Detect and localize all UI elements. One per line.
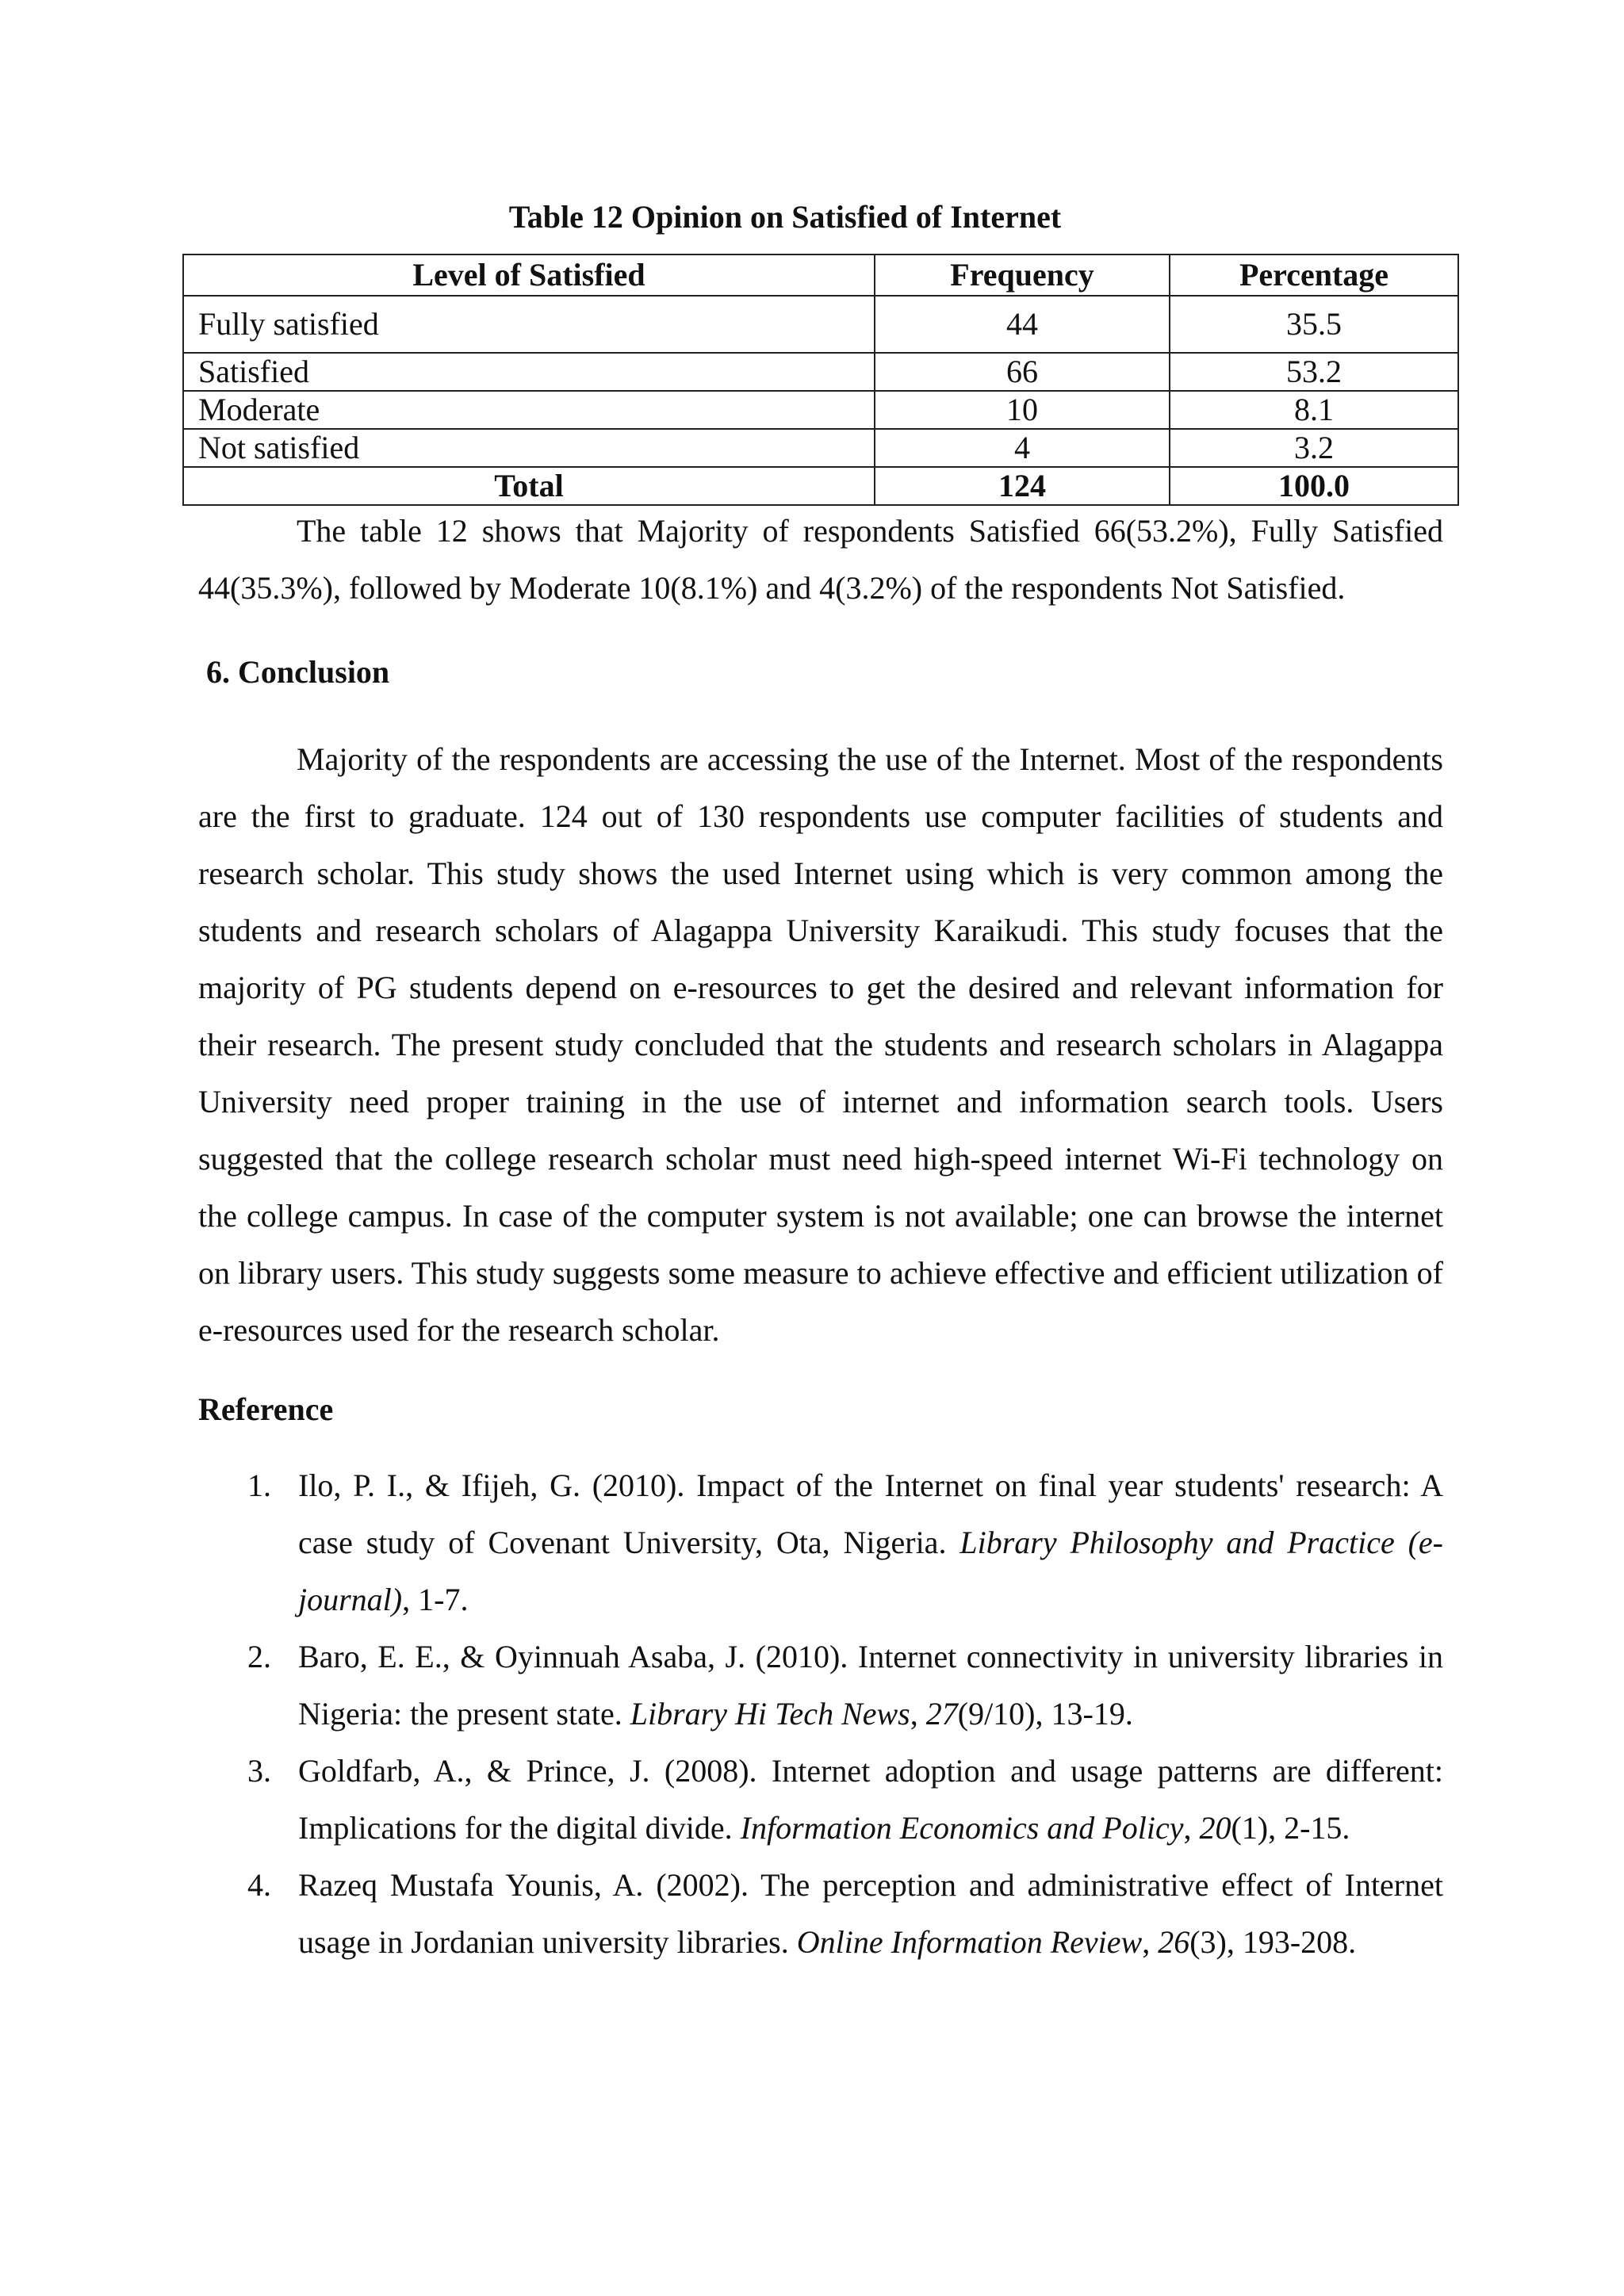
cell-frequency: 44 [875, 296, 1170, 353]
cell-percentage: 8.1 [1170, 391, 1458, 429]
conclusion-heading: 6. Conclusion [206, 654, 390, 690]
reference-volume: 27 [925, 1696, 958, 1732]
table-summary-paragraph: The table 12 shows that Majority of respondents Satisfied 66(53.2%), Fully Satisfied 44(35.3%), followed by Moderate 10(8.1%) and 4(3.2%) of the respondents Not Satisfied. [198, 513, 1443, 606]
table-total-row [183, 467, 1458, 505]
reference-number: 3. [247, 1753, 271, 1789]
header-percentage: Percentage [1170, 254, 1458, 296]
reference-number: 4. [247, 1867, 271, 1903]
table-row [183, 296, 1458, 353]
cell-percentage: 3.2 [1170, 429, 1458, 467]
reference-journal: Library Philosophy and Practice (e-journal) [298, 1525, 1443, 1617]
reference-pages: (3), 193-208. [1189, 1924, 1357, 1960]
reference-number: 1. [247, 1468, 271, 1503]
reference-item [198, 1457, 1443, 1628]
reference-text: Baro, E. E., & Oyinnuah Asaba, J. (2010). Internet connectivity in university libraries in Nigeria: the present state. [298, 1639, 1443, 1732]
reference-heading: Reference [198, 1391, 334, 1427]
total-frequency: 124 [875, 467, 1170, 505]
cell-frequency: 4 [875, 429, 1170, 467]
cell-level: Not satisfied [183, 429, 875, 467]
reference-pages: , 1-7. [402, 1582, 469, 1617]
table-row [183, 353, 1458, 391]
reference-text: Razeq Mustafa Younis, A. (2002). The perception and administrative effect of Internet usage in Jordanian university libraries. [298, 1867, 1443, 1960]
satisfaction-table [182, 254, 1459, 506]
reference-pages: (1), 2-15. [1231, 1810, 1350, 1846]
header-level: Level of Satisfied [183, 254, 875, 296]
reference-journal: Online Information Review [796, 1924, 1143, 1960]
conclusion-paragraph: Majority of the respondents are accessing the use of the Internet. Most of the respondents are the first to graduate. 124 out of 130 respondents use computer facilities of students and research scholar. This study shows the used Internet using which is very common among the students and research scholars of Alagappa University Karaikudi. This study focuses that the majority of PG students depend on e-resources to get the desired and relevant information for their research. The present study concluded that the students and research scholars in Alagappa University need proper training in the use of internet and information search tools. Users suggested that the college research scholar must need high-speed internet Wi-Fi technology on the college campus. In case of the computer system is not available; one can browse the internet on library users. This study suggests some measure to achieve effective and efficient utilization of e-resources used for the research scholar. [198, 741, 1443, 1348]
reference-text: Ilo, P. I., & Ifijeh, G. (2010). Impact of the Internet on final year students' research: A case study of Covenant University, Ota, Nigeria. [298, 1468, 1443, 1560]
reference-pages: (9/10), 13-19. [957, 1696, 1133, 1732]
reference-number: 2. [247, 1639, 271, 1674]
reference-list [198, 1457, 1443, 1971]
table-row [183, 429, 1458, 467]
cell-frequency: 66 [875, 353, 1170, 391]
reference-journal: Library Hi Tech News [630, 1696, 910, 1732]
cell-level: Satisfied [183, 353, 875, 391]
cell-level: Fully satisfied [183, 296, 875, 353]
table-title: Table 12 Opinion on Satisfied of Internet [508, 199, 1062, 235]
reference-item: 3. Goldfarb, A., & Prince, J. (2008). Internet adoption and usage patterns are different: Implications for the digital divide. Information Economics and Policy, 20(1), 2-15. [198, 1743, 1443, 1857]
cell-frequency: 10 [875, 391, 1170, 429]
header-frequency: Frequency [875, 254, 1170, 296]
cell-percentage: 35.5 [1170, 296, 1458, 353]
cell-level: Moderate [183, 391, 875, 429]
reference-journal: Information Economics and Policy [740, 1810, 1184, 1846]
table-header-row [183, 254, 1458, 296]
reference-item: 4. Razeq Mustafa Younis, A. (2002). The perception and administrative effect of Internet usage in Jordanian university libraries. Online Information Review, 26(3), 193-208. [198, 1857, 1443, 1971]
total-percentage: 100.0 [1170, 467, 1458, 505]
reference-text: Goldfarb, A., & Prince, J. (2008). Internet adoption and usage patterns are different: Implications for the digital divide. [298, 1753, 1443, 1846]
cell-percentage: 53.2 [1170, 353, 1458, 391]
reference-item: 2. Baro, E. E., & Oyinnuah Asaba, J. (2010). Internet connectivity in university libraries in Nigeria: the present state. Library Hi Tech News, 27(9/10), 13-19. [198, 1628, 1443, 1743]
table-row [183, 391, 1458, 429]
total-label: Total [183, 467, 875, 505]
reference-volume: 26 [1158, 1924, 1190, 1960]
reference-volume: 20 [1199, 1810, 1231, 1846]
